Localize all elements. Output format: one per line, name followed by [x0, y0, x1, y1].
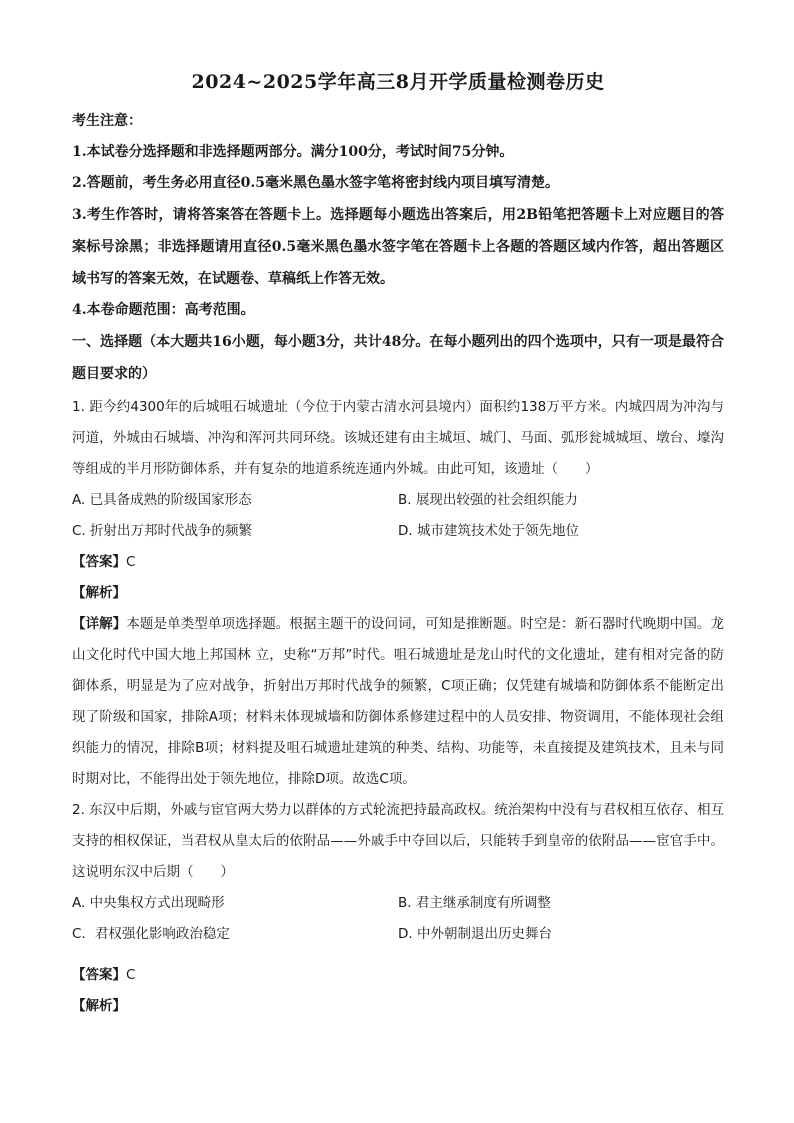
option-b: B. 君主继承制度有所调整	[398, 895, 551, 911]
option-a: A. 已具备成熟的阶级国家形态	[72, 492, 252, 508]
question-2	[72, 795, 724, 1022]
notice-item-2: 2.答题前，考生务必用直径0.5毫米黑色墨水签字笔将密封线内项目填写清楚。	[72, 175, 559, 191]
page-title: 2024~2025学年高三8月开学质量检测卷历史	[191, 71, 605, 93]
answer-value: C	[126, 554, 136, 570]
option-c: C. 折射出万邦时代战争的频繁	[72, 523, 253, 539]
answer-line	[72, 960, 724, 991]
detail-text: 本题是单类型单项选择题。根据主题干的设问词，可知是推断题。时空是：新石器时代晚期中国。龙山文化时代中国大地上邦国林 立，史称“万邦”时代。咀石城遗址是龙山时代的文化遗址，建有相对完备的防御体系，明显是为了应对战争，折射出万邦时代战争的频繁，C项正确；仅凭建有城墙和防御体系不能断定出现了阶级和国家，排除A项；材料未体现城墙和防御体系修建过程中的人员安排、物资调用，不能体现社会组织能力的情况，排除B项；材料提及咀石城遗址建筑的种类、结构、功能等，未直接提及建筑技术，且未与同时期对比，不能得出处于领先地位，排除D项。故选C项。	[72, 616, 725, 787]
option-list	[72, 485, 724, 547]
analysis-tag: 【解析】	[72, 998, 126, 1014]
notice-item-4: 4.本卷命题范围：高考范围。	[72, 302, 255, 318]
notice-item-1: 1.本试卷分选择题和非选择题两部分。满分100分，考试时间75分钟。	[72, 144, 514, 160]
answer-line	[72, 547, 724, 578]
detail-tag: 【详解】	[72, 616, 127, 632]
notice-item-3: 3.考生作答时，请将答案答在答题卡上。选择题每小题选出答案后，用2B铅笔把答题卡上对应题目的答案标号涂黑；非选择题请用直径0.5毫米黑色墨水签字笔在答题卡上各题的答题区域内作答，超出答题区域书写的答案无效，在试题卷、草稿纸上作答无效。	[72, 207, 724, 287]
option-c: C．君权强化影响政治稳定	[72, 926, 230, 942]
detail-paragraph	[72, 609, 724, 795]
question-stem: 2. 东汉中后期，外戚与宦官两大势力以群体的方式轮流把持最高政权。统治架构中没有与君权相互依存、相互支持的相权保证，当君权从皇太后的依附品——外戚手中夺回以后，只能转手到皇帝的依附品——宦官手中。这说明东汉中后期（ ）	[72, 802, 724, 880]
answer-tag: 【答案】	[72, 554, 126, 570]
question-stem: 1. 距今约4300年的后城咀石城遗址（今位于内蒙古清水河县境内）面积约138万平方米。内城四周为冲沟与河道，外城由石城墙、冲沟和浑河共同环绕。该城还建有由主城垣、城门、马面、弧形瓮城城垣、墩台、壕沟等组成的半月形防御体系，并有复杂的地道系统连通内外城。由此可知，该遗址（ ）	[72, 399, 724, 477]
answer-value: C	[126, 967, 136, 983]
question-1	[72, 392, 724, 795]
option-d: D. 城市建筑技术处于领先地位	[398, 523, 579, 539]
analysis-tag: 【解析】	[72, 585, 126, 601]
option-b: B. 展现出较强的社会组织能力	[398, 492, 578, 508]
analysis-line	[72, 578, 724, 609]
notice-heading: 考生注意：	[72, 113, 142, 129]
option-d: D. 中外朝制退出历史舞台	[398, 926, 552, 942]
option-list	[72, 888, 724, 950]
option-a: A. 中央集权方式出现畸形	[72, 895, 225, 911]
exam-page	[72, 68, 724, 1022]
analysis-line	[72, 991, 724, 1022]
section-heading: 一、选择题（本大题共16小题，每小题3分，共计48分。在每小题列出的四个选项中，只有一项是最符合题目要求的）	[72, 334, 724, 382]
answer-tag: 【答案】	[72, 967, 126, 983]
